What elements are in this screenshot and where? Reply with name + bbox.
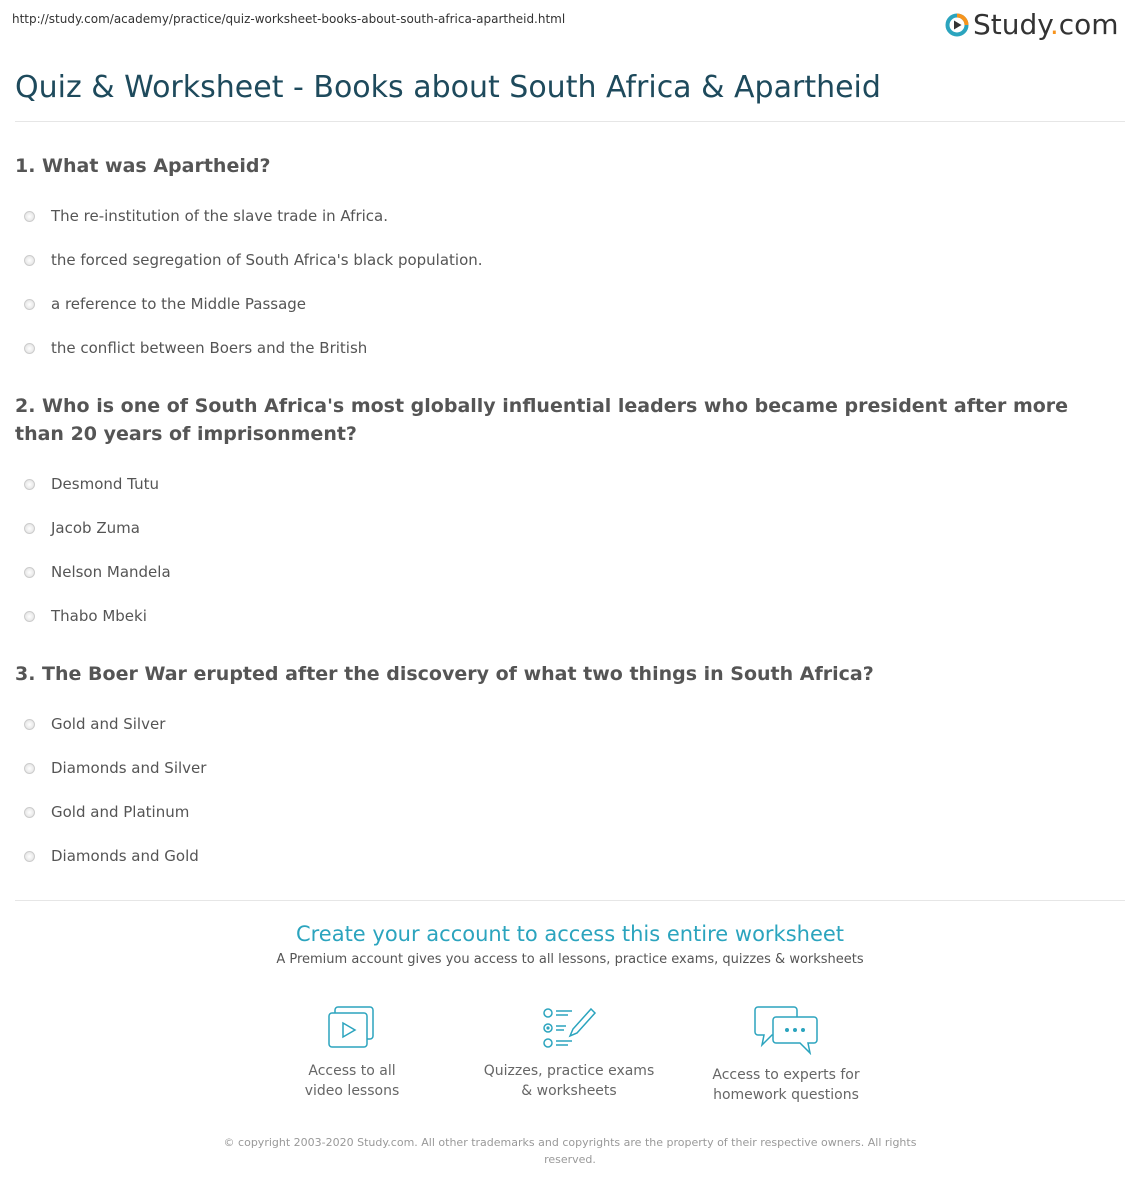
answer-label: Thabo Mbeki: [51, 607, 147, 625]
feature-line1: Quizzes, practice exams: [483, 1063, 655, 1079]
answer-option[interactable]: [15, 194, 1120, 238]
study-logo[interactable]: [945, 8, 1119, 41]
divider: [15, 121, 1125, 122]
answer-option[interactable]: [15, 462, 1120, 506]
answer-option[interactable]: [15, 702, 1120, 746]
answer-label: the conflict between Boers and the British: [51, 339, 368, 357]
radio-button[interactable]: [24, 763, 35, 774]
feature-experts: [686, 1005, 886, 1105]
quiz-checklist-icon: [541, 1005, 597, 1051]
question-1: [15, 152, 1120, 370]
answer-label: The re-institution of the slave trade in Africa.: [51, 207, 388, 225]
radio-button[interactable]: [24, 807, 35, 818]
feature-line1: Access to experts for: [712, 1067, 860, 1083]
answer-option[interactable]: [15, 282, 1120, 326]
question-text: 3. The Boer War erupted after the discovery of what two things in South Africa?: [15, 663, 874, 685]
radio-button[interactable]: [24, 611, 35, 622]
video-lessons-icon: [326, 1005, 378, 1051]
answer-option[interactable]: [15, 326, 1120, 370]
page-url: http://study.com/academy/practice/quiz-worksheet-books-about-south-africa-apartheid.html: [12, 12, 566, 26]
copyright: © copyright 2003-2020 Study.com. All other trademarks and copyrights are the property of their respective owners. All rights reserved.: [223, 1136, 917, 1166]
logo-dot: .: [1049, 8, 1059, 41]
radio-button[interactable]: [24, 567, 35, 578]
logo-tld: com: [1058, 8, 1119, 41]
cta-section: [0, 922, 1140, 967]
answer-option[interactable]: [15, 790, 1120, 834]
answer-label: Jacob Zuma: [51, 519, 140, 537]
answer-option[interactable]: [15, 550, 1120, 594]
answer-option[interactable]: [15, 506, 1120, 550]
radio-button[interactable]: [24, 851, 35, 862]
feature-line2: video lessons: [304, 1083, 400, 1099]
answer-option[interactable]: [15, 238, 1120, 282]
answer-label: a reference to the Middle Passage: [51, 295, 307, 313]
answer-label: Gold and Platinum: [51, 803, 190, 821]
chat-bubbles-icon: [754, 1005, 818, 1055]
cta-subtitle: A Premium account gives you access to all lessons, practice exams, quizzes & worksheets: [276, 952, 864, 967]
divider: [15, 900, 1125, 901]
answer-label: the forced segregation of South Africa's black population.: [51, 251, 483, 269]
radio-button[interactable]: [24, 343, 35, 354]
feature-line1: Access to all: [308, 1063, 396, 1079]
play-logo-icon: [945, 13, 969, 37]
radio-button[interactable]: [24, 523, 35, 534]
feature-quizzes: [469, 1005, 669, 1101]
feature-line2: homework questions: [713, 1087, 859, 1103]
answer-option[interactable]: [15, 746, 1120, 790]
cta-title-link[interactable]: Create your account to access this entire worksheet: [295, 922, 845, 946]
page-title: Quiz & Worksheet - Books about South Africa & Apartheid: [15, 70, 881, 105]
radio-button[interactable]: [24, 255, 35, 266]
feature-line2: & worksheets: [521, 1083, 617, 1099]
radio-button[interactable]: [24, 479, 35, 490]
answer-label: Nelson Mandela: [51, 563, 171, 581]
answer-label: Desmond Tutu: [51, 475, 159, 493]
question-3: [15, 660, 1120, 878]
feature-video-lessons: [252, 1005, 452, 1101]
answer-label: Gold and Silver: [51, 715, 166, 733]
question-text: 1. What was Apartheid?: [15, 155, 271, 177]
radio-button[interactable]: [24, 299, 35, 310]
logo-text: Study: [973, 8, 1050, 41]
answer-option[interactable]: [15, 834, 1120, 878]
radio-button[interactable]: [24, 211, 35, 222]
question-text: 2. Who is one of South Africa's most globally influential leaders who became president after more than 20 years of imprisonment?: [15, 395, 1069, 445]
answer-label: Diamonds and Gold: [51, 847, 199, 865]
answer-label: Diamonds and Silver: [51, 759, 207, 777]
question-2: [15, 392, 1120, 638]
answer-option[interactable]: [15, 594, 1120, 638]
radio-button[interactable]: [24, 719, 35, 730]
